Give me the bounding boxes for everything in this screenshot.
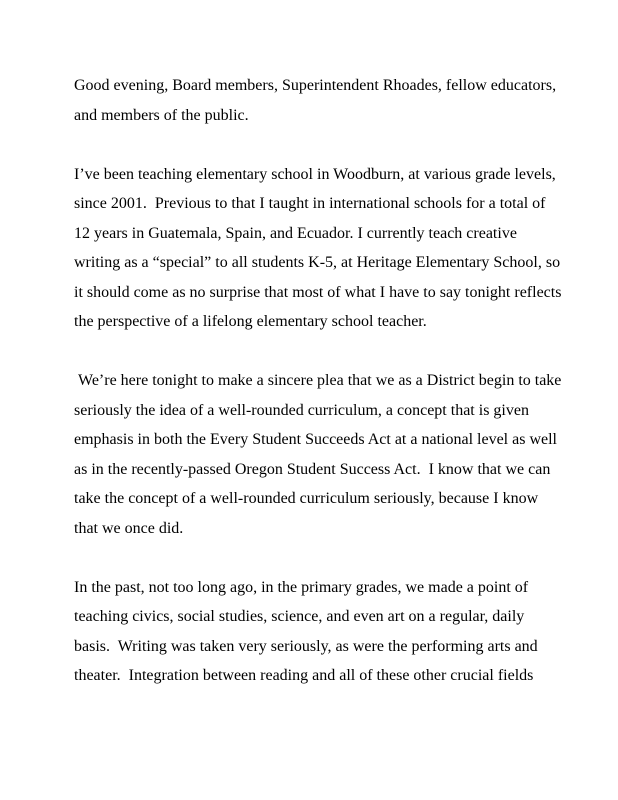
paragraph-past: In the past, not too long ago, in the primary grades, we made a point of teaching civics, social studies, science, and even art on a regular, daily basis. Writing was taken very seriously, as were the performing arts and theater. Integration between reading and all of these other crucial fields — [74, 578, 542, 684]
paragraph-background: I’ve been teaching elementary school in Woodburn, at various grade levels, since 2001. Previous to that I taught in international schools for a total of 12 years in Guatemala, Spain, and Ecuador. I currently teach creative writing as a “special” to all students K-5, at Heritage Elementary School, so it should come as no surprise that most of what I have to say tonight reflects the perspective of a lifelong elementary school teacher. — [74, 165, 566, 330]
paragraph-plea: We’re here tonight to make a sincere plea that we as a District begin to take seriously the idea of a well-rounded curriculum, a concept that is given emphasis in both the Every Student Succeeds Act at a national level as well as in the recently-passed Oregon Student Success Act. I know that we can take the concept of a well-rounded curriculum seriously, because I know that we once did. — [74, 372, 566, 537]
paragraph-greeting: Good evening, Board members, Superintendent Rhoades, fellow educators, and members of the public. — [74, 77, 561, 124]
document-body — [74, 71, 564, 720]
